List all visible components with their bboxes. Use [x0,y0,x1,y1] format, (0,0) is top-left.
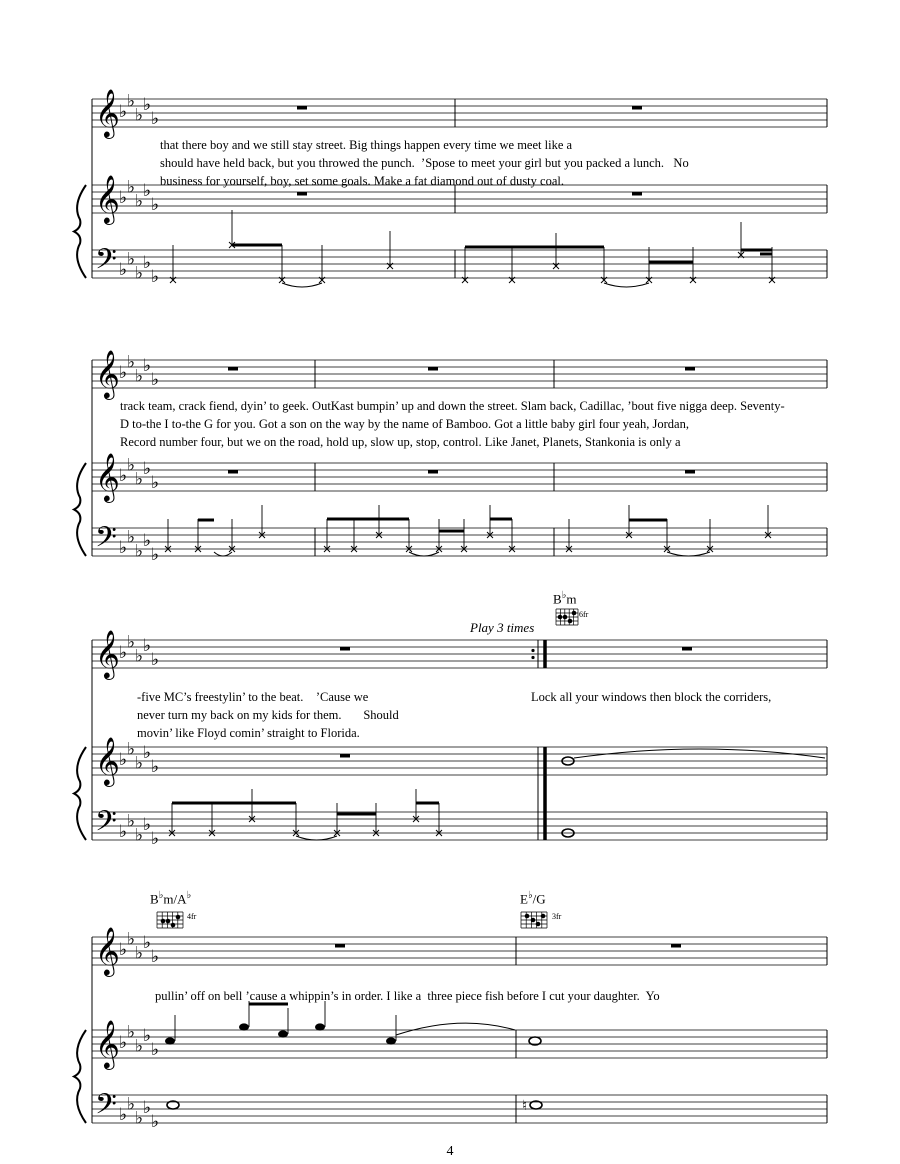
finger-dot [531,918,536,923]
chord-diagrams [157,609,578,928]
flat-sign: ♭ [151,195,160,215]
treble-clef: 𝄞 [95,349,120,398]
quarter-note [239,1023,249,1030]
fret-label-bbm: 6fr [579,610,589,619]
treble-clef: 𝄞 [95,452,120,501]
brace [74,185,86,278]
finger-dot [161,919,166,924]
chord-accidental: ♭ [527,890,533,901]
repeat-dot [531,656,534,659]
whole-rest [335,944,345,948]
flat-sign: ♭ [151,1112,160,1132]
whole-rests [228,106,695,948]
grand-staff-braces [74,185,86,1123]
flat-sign: ♭ [135,541,144,562]
flat-sign: ♭ [143,253,152,273]
quarter-note [165,1037,175,1044]
flat-sign: ♭ [119,466,128,486]
flat-sign: ♭ [127,1094,136,1115]
flat-sign: ♭ [151,545,160,565]
page-number: 4 [446,1144,454,1159]
flat-sign: ♭ [143,636,152,656]
quarter-note [315,1023,325,1030]
chord-accidental: ♭ [158,890,164,901]
flat-sign: ♭ [151,650,160,670]
flat-sign: ♭ [135,366,144,387]
flat-sign: ♭ [135,825,144,846]
flat-sign: ♭ [127,632,136,653]
lyric-line-s3-v3: movin’ like Floyd comin’ straight to Florida. [137,726,360,740]
finger-dot [536,922,541,927]
flat-sign: ♭ [143,531,152,551]
flat-sign: ♭ [135,646,144,667]
finger-dot [176,915,181,920]
whole-rest [428,367,438,371]
finger-dot [558,615,563,620]
flat-sign: ♭ [127,249,136,270]
chord-quality: m [566,591,577,607]
flat-sign: ♭ [151,109,160,129]
flat-sign: ♭ [143,743,152,763]
treble-clef: 𝄞 [95,88,120,137]
flat-sign: ♭ [135,943,144,964]
natural-sign: ♮ [522,1098,528,1114]
lyric-line-s2-v1: track team, crack fiend, dyin’ to geek. OutKast bumpin’ up and down the street. Slam back, Cadillac, ’bout five nigga deep. Seventy- [120,399,785,413]
tie [604,283,649,287]
chord-accidental: ♭ [561,590,567,601]
whole-rest [297,192,307,196]
flat-sign: ♭ [143,181,152,201]
chord-quality: /G [532,891,546,907]
whole-rest [297,106,307,110]
notes [165,210,825,1114]
whole-rest [671,944,681,948]
flat-sign: ♭ [119,1033,128,1053]
bass-clef: 𝄢 [95,243,117,283]
play-instruction: Play 3 times [470,620,535,635]
treble-clef: 𝄞 [95,629,120,678]
flat-sign: ♭ [151,829,160,849]
lyric-line-s3-v1: -five MC’s freestylin’ to the beat. ’Cause we [137,690,369,704]
treble-clef: 𝄞 [95,1019,120,1068]
flat-sign: ♭ [143,933,152,953]
chord-root: B [150,891,159,907]
tie [396,1023,515,1035]
flat-sign: ♭ [127,739,136,760]
fret-label-eb-g: 3fr [552,912,562,921]
flat-sign: ♭ [127,177,136,198]
chord-quality: m/A [163,891,187,907]
lyric-line-s2-v2: D to-the I to-the G for you. Got a son on the way by the name of Bamboo. Got a little baby girl four yeah, Jordan, [120,417,689,431]
quarter-note [278,1030,288,1037]
flat-sign: ♭ [151,473,160,493]
flat-sign: ♭ [143,1098,152,1118]
quarter-note [386,1037,396,1044]
flat-sign: ♭ [127,1022,136,1043]
flat-sign: ♭ [151,370,160,390]
tie [214,552,232,556]
key-signatures [119,92,159,1133]
lyric-line-s3-right: Lock all your windows then block the corriders, [531,690,772,704]
flat-sign: ♭ [143,95,152,115]
flat-sign: ♭ [127,811,136,832]
brace [74,747,86,840]
flat-sign: ♭ [135,1108,144,1129]
tie [574,749,825,758]
whole-rest [685,470,695,474]
flat-sign: ♭ [119,363,128,383]
whole-rest [340,647,350,651]
brace [74,463,86,556]
treble-clef: 𝄞 [95,174,120,223]
flat-sign: ♭ [135,1036,144,1057]
tie [409,552,439,556]
repeat-dot [531,649,534,652]
chord-root: E [520,891,528,907]
flat-sign: ♭ [135,263,144,284]
finger-dot [568,619,573,624]
tie [296,836,337,840]
lyric-line-s1-v3: business for yourself, boy, set some goals. Make a fat diamond out of dusty coal. [160,174,564,188]
flat-sign: ♭ [143,356,152,376]
lyric-line-s1-v1: that there boy and we still stay street. Big things happen every time we meet like a [160,138,573,152]
flat-sign: ♭ [127,527,136,548]
tie [667,552,710,556]
whole-rest [228,470,238,474]
flat-sign: ♭ [127,91,136,112]
lyric-line-s1-v2: should have held back, but you throwed the punch. ’Spose to meet your girl but you packed a lunch. No [160,156,689,170]
treble-clef: 𝄞 [95,926,120,975]
chord-symbol-eb-g [520,889,546,906]
flat-sign: ♭ [127,929,136,950]
staff-lines [92,99,827,1123]
whole-rest [682,647,692,651]
flat-sign: ♭ [151,267,160,287]
flat-sign: ♭ [151,947,160,967]
bass-clef: 𝄢 [95,805,117,845]
flat-sign: ♭ [119,538,128,558]
whole-rest [632,192,642,196]
whole-rest [632,106,642,110]
flat-sign: ♭ [127,455,136,476]
flat-sign: ♭ [135,105,144,126]
flat-sign: ♭ [119,822,128,842]
chord-root: B [553,591,562,607]
finger-dot [572,611,577,616]
flat-sign: ♭ [119,750,128,770]
flat-sign: ♭ [143,459,152,479]
bass-clef: 𝄢 [95,521,117,561]
brace [74,1030,86,1123]
clefs [95,88,120,1128]
fret-label-bbm-ab: 4fr [187,912,197,921]
whole-rest [685,367,695,371]
flat-sign: ♭ [135,191,144,212]
flat-sign: ♭ [151,1040,160,1060]
finger-dot [171,923,176,928]
flat-sign: ♭ [151,757,160,777]
finger-dot [166,919,171,924]
flat-sign: ♭ [119,1105,128,1125]
lyric-line-s4: pullin’ off on bell ’cause a whippin’s in order. I like a three piece fish before I cut your daughter. Yo [155,989,660,1003]
finger-dot [525,914,530,919]
flat-sign: ♭ [119,940,128,960]
flat-sign: ♭ [119,188,128,208]
flat-sign: ♭ [135,469,144,490]
finger-dot [563,615,568,620]
chord-bass-accidental: ♭ [186,890,192,901]
lyric-line-s3-v2: never turn my back on my kids for them. Should [137,708,399,722]
flat-sign: ♭ [119,643,128,663]
chord-symbol-bbm [553,589,577,606]
whole-rest [340,754,350,758]
whole-rest [428,470,438,474]
flat-sign: ♭ [135,753,144,774]
lyric-line-s2-v3: Record number four, but we on the road, hold up, slow up, stop, control. Like Janet, Planets, Stankonia is only a [120,435,681,449]
chord-symbol-bbm-ab [150,889,191,906]
whole-rest [228,367,238,371]
flat-sign: ♭ [127,352,136,373]
treble-clef: 𝄞 [95,736,120,785]
bar-lines [92,99,827,1123]
flat-sign: ♭ [119,102,128,122]
flat-sign: ♭ [143,815,152,835]
tie [282,283,322,287]
flat-sign: ♭ [143,1026,152,1046]
bass-clef: 𝄢 [95,1088,117,1128]
flat-sign: ♭ [119,260,128,280]
finger-dot [541,914,546,919]
